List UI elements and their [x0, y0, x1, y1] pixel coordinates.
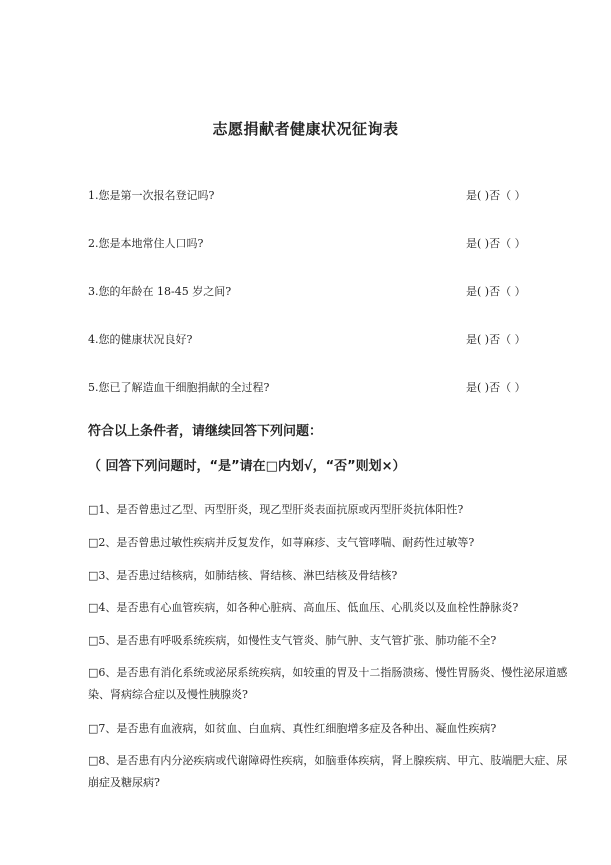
- question-2: 2.您是本地常住人口吗?: [88, 237, 204, 250]
- question-3-options: 是( )否（ ）: [466, 285, 526, 298]
- health-item-4: □4、是否患有心血管疾病，如各种心脏病、高血压、低血压、心肌炎以及血栓性静脉炎?: [88, 601, 519, 614]
- instruction-text: （ 回答下列问题时，“是”请在□内划√，“否”则划×）: [88, 459, 406, 474]
- section-heading: 符合以上条件者，请继续回答下列问题：: [88, 424, 323, 439]
- page-title: 志愿捐献者健康状况征询表: [212, 120, 399, 138]
- health-item-7: □7、是否患有血液病，如贫血、白血病、真性红细胞增多症及各种出、凝血性疾病?: [88, 722, 497, 735]
- health-item-8: □8、是否患有内分泌疾病或代谢障碍性疾病，如脑垂体疾病，肾上腺疾病、甲亢、肢端肥大症、尿崩症及糖尿病?: [88, 754, 568, 789]
- question-2-options: 是( )否（ ）: [466, 237, 526, 250]
- question-3: 3.您的年龄在 18-45 岁之间?: [88, 285, 232, 298]
- health-item-2: □2、是否曾患过敏性疾病并反复发作，如荨麻疹、支气管哮喘、耐药性过敏等?: [88, 536, 475, 549]
- health-item-3: □3、是否患过结核病，如肺结核、肾结核、淋巴结核及骨结核?: [88, 569, 398, 582]
- health-item-5: □5、是否患有呼吸系统疾病，如慢性支气管炎、肺气肿、支气管扩张、肺功能不全?: [88, 634, 497, 647]
- question-1-options: 是( )否（ ）: [466, 189, 526, 202]
- question-4: 4.您的健康状况良好?: [88, 333, 193, 346]
- question-5-options: 是( )否（ ）: [466, 381, 526, 394]
- health-item-6: □6、是否患有消化系统或泌尿系统疾病，如较重的胃及十二指肠溃疡、慢性胃肠炎、慢性泌尿道感染、肾病综合症以及慢性胰腺炎?: [88, 666, 568, 701]
- question-5: 5.您已了解造血干细胞捐献的全过程?: [88, 381, 270, 394]
- health-item-1: □1、是否曾患过乙型、丙型肝炎，现乙型肝炎表面抗原或丙型肝炎抗体阳性?: [88, 503, 464, 516]
- question-1: 1.您是第一次报名登记吗?: [88, 189, 215, 202]
- question-4-options: 是( )否（ ）: [466, 333, 526, 346]
